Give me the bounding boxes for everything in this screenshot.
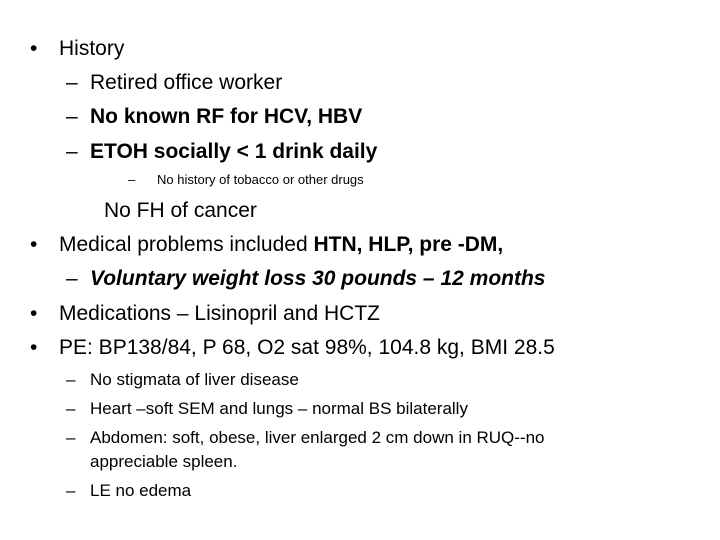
dash-history-1: – bbox=[66, 71, 78, 94]
pe-item-abdomen-cont: appreciable spleen. bbox=[90, 452, 238, 471]
medical-sub-weight-loss: Voluntary weight loss 30 pounds – 12 months bbox=[90, 267, 546, 290]
dash-history-3: – bbox=[66, 140, 78, 163]
medical-problems-conditions: HTN, HLP, pre -DM, bbox=[313, 233, 504, 256]
pe-item-le: LE no edema bbox=[90, 481, 192, 500]
bullet-pe: • bbox=[30, 336, 38, 359]
medical-problems-line bbox=[59, 233, 503, 257]
pe-item-stigmata: No stigmata of liver disease bbox=[90, 370, 299, 389]
dash-pe-5: – bbox=[66, 481, 76, 500]
bullet-history: • bbox=[30, 37, 38, 60]
history-item-occupation: Retired office worker bbox=[90, 71, 283, 94]
medications-line: Medications – Lisinopril and HCTZ bbox=[59, 302, 380, 325]
history-sub-item-tobacco: No history of tobacco or other drugs bbox=[157, 172, 364, 187]
bullet-medications: • bbox=[30, 302, 38, 325]
dash-history-sub-1: – bbox=[128, 172, 136, 187]
pe-item-abdomen: Abdomen: soft, obese, liver enlarged 2 cm down in RUQ--no bbox=[90, 428, 545, 447]
dash-pe-3: – bbox=[66, 428, 76, 447]
history-item-etoh: ETOH socially < 1 drink daily bbox=[90, 140, 378, 163]
physical-exam-line: PE: BP138/84, P 68, O2 sat 98%, 104.8 kg, BMI 28.5 bbox=[59, 336, 555, 359]
history-heading: History bbox=[59, 37, 125, 60]
dash-pe-2: – bbox=[66, 399, 76, 418]
family-history: No FH of cancer bbox=[104, 199, 257, 222]
medical-problems-prefix: Medical problems included bbox=[59, 233, 314, 256]
dash-medical-1: – bbox=[66, 267, 78, 290]
history-item-risk-factors: No known RF for HCV, HBV bbox=[90, 105, 363, 128]
dash-pe-1: – bbox=[66, 370, 76, 389]
bullet-medical: • bbox=[30, 233, 38, 256]
pe-item-heart-lungs: Heart –soft SEM and lungs – normal BS bilaterally bbox=[90, 399, 468, 418]
dash-history-2: – bbox=[66, 105, 78, 128]
